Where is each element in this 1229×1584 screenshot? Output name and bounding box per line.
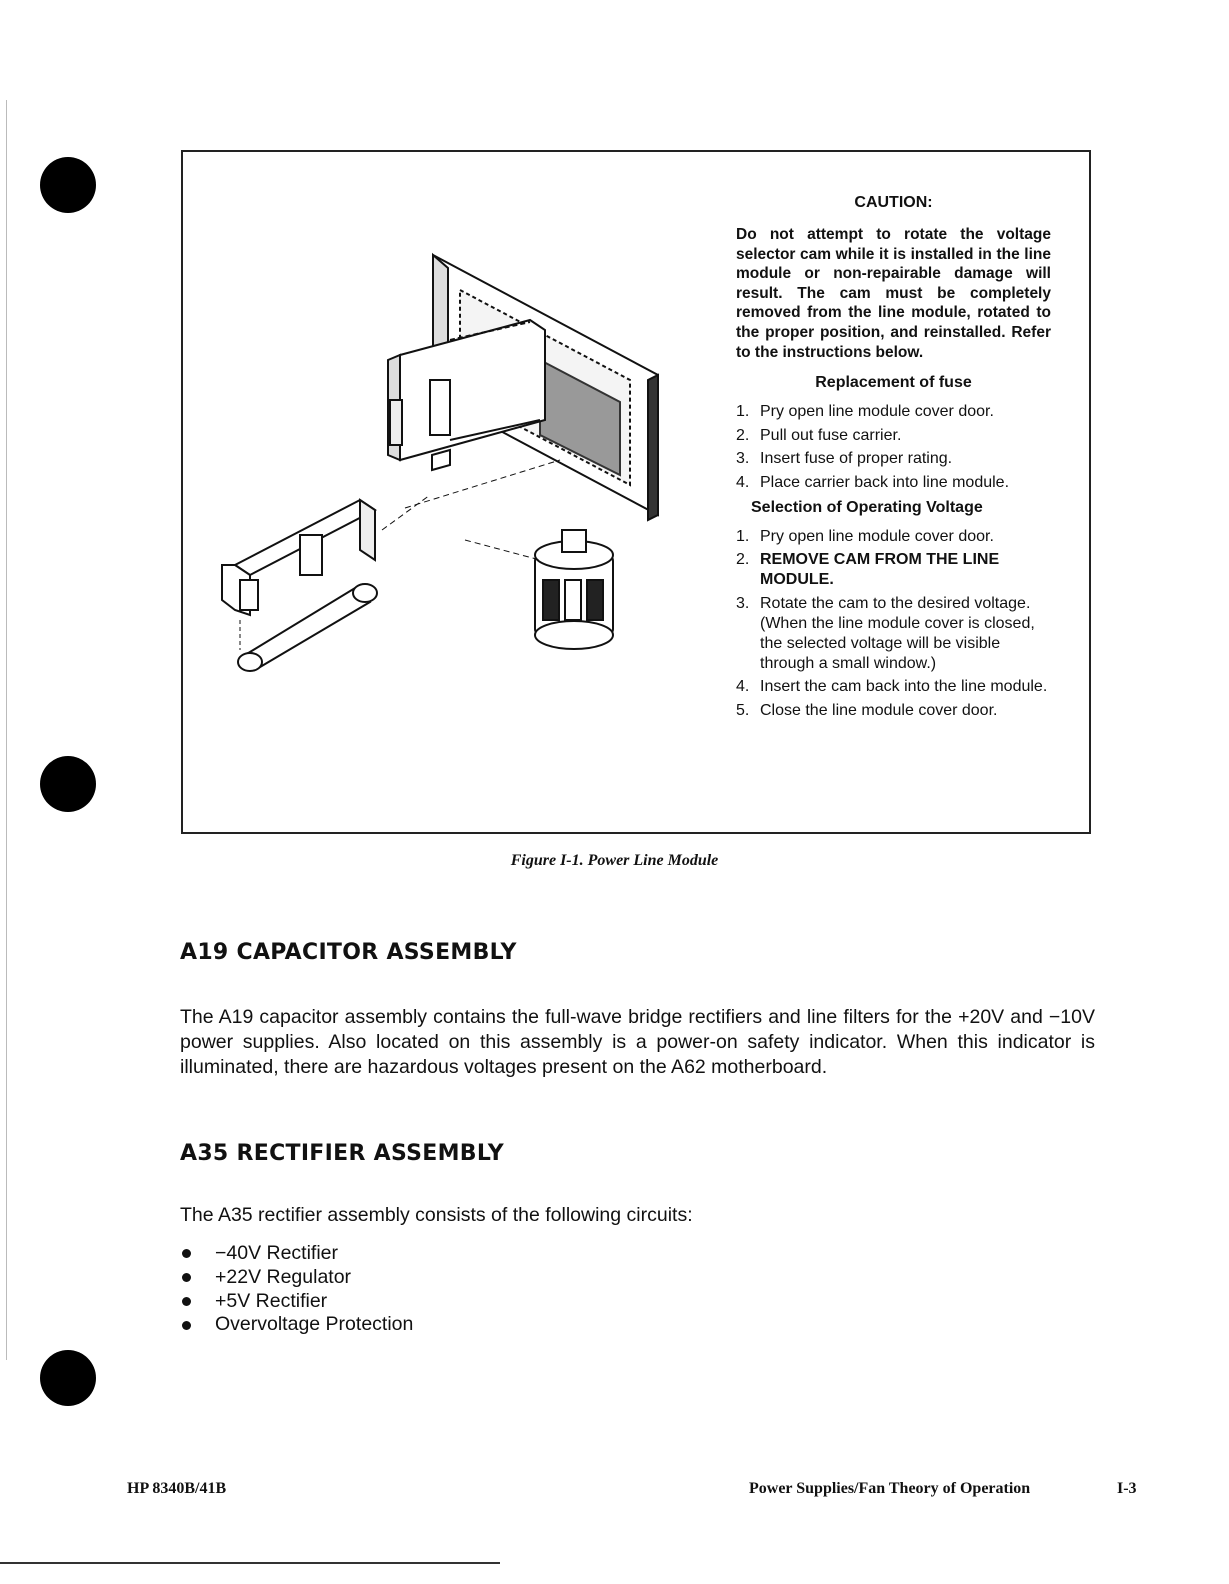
bullet-icon (182, 1297, 191, 1306)
a35-intro: The A35 rectifier assembly consists of the following circuits: (180, 1204, 693, 1226)
bullet-icon (182, 1249, 191, 1258)
caution-title: CAUTION: (854, 194, 933, 211)
footer-model: HP 8340B/41B (127, 1480, 227, 1497)
footer-section: Power Supplies/Fan Theory of Operation (749, 1480, 1031, 1497)
a19-heading: A19 CAPACITOR ASSEMBLY (180, 940, 517, 965)
figure-caption: Figure I-1. Power Line Module (510, 852, 719, 869)
list-item: +22V Regulator (180, 1266, 413, 1290)
caution-panel (736, 194, 1051, 724)
list-item: −40V Rectifier (180, 1242, 413, 1266)
voltage-step: 3. Rotate the cam to the desired voltage. (When the line module cover is closed, the selected voltage will be visible through a small window.) (736, 594, 1035, 672)
binder-hole-top (40, 157, 96, 213)
footer-page-number: I-3 (1117, 1480, 1137, 1497)
fuse-step: 1. Pry open line module cover door. (736, 403, 994, 421)
fuse-steps (736, 402, 1051, 493)
a35-heading: A35 RECTIFIER ASSEMBLY (180, 1141, 504, 1166)
a19-body: The A19 capacitor assembly contains the full-wave bridge rectifiers and line filters for the +20V and −10V power supplies. Also located on this assembly is a power-on safety indicator. When this indicator is illuminated, there are hazardous voltages present on the A62 motherboard. (180, 1006, 1095, 1078)
binder-hole-bottom (40, 1350, 96, 1406)
voltage-heading: Selection of Operating Voltage (751, 498, 983, 516)
list-item: Overvoltage Protection (180, 1313, 413, 1337)
fuse-step: 2. Pull out fuse carrier. (736, 426, 902, 444)
fuse-step: 3. Insert fuse of proper rating. (736, 450, 953, 468)
bottom-rule (0, 1562, 500, 1564)
voltage-steps (736, 527, 1051, 721)
bullet-icon (182, 1273, 191, 1282)
binder-hole-middle (40, 756, 96, 812)
voltage-step: 5. Close the line module cover door. (736, 701, 998, 719)
caution-text: Do not attempt to rotate the voltage selector cam while it is installed in the line module or non-repairable damage will result. The cam must be completely removed from the line module, rotated to the proper position, and reinstalled. Refer to the instructions below. (736, 226, 1051, 361)
fuse-heading: Replacement of fuse (815, 374, 972, 392)
fuse-step: 4. Place carrier back into line module. (736, 473, 1010, 491)
bullet-icon (182, 1321, 191, 1330)
voltage-step: 1. Pry open line module cover door. (736, 527, 994, 545)
voltage-step: 4. Insert the cam back into the line module. (736, 678, 1048, 696)
power-line-module-illustration (200, 230, 670, 680)
a35-circuit-list (180, 1242, 413, 1337)
list-item: +5V Rectifier (180, 1290, 413, 1314)
margin-line (6, 100, 7, 1360)
voltage-step: 2. REMOVE CAM FROM THE LINE MODULE. (736, 551, 1000, 589)
